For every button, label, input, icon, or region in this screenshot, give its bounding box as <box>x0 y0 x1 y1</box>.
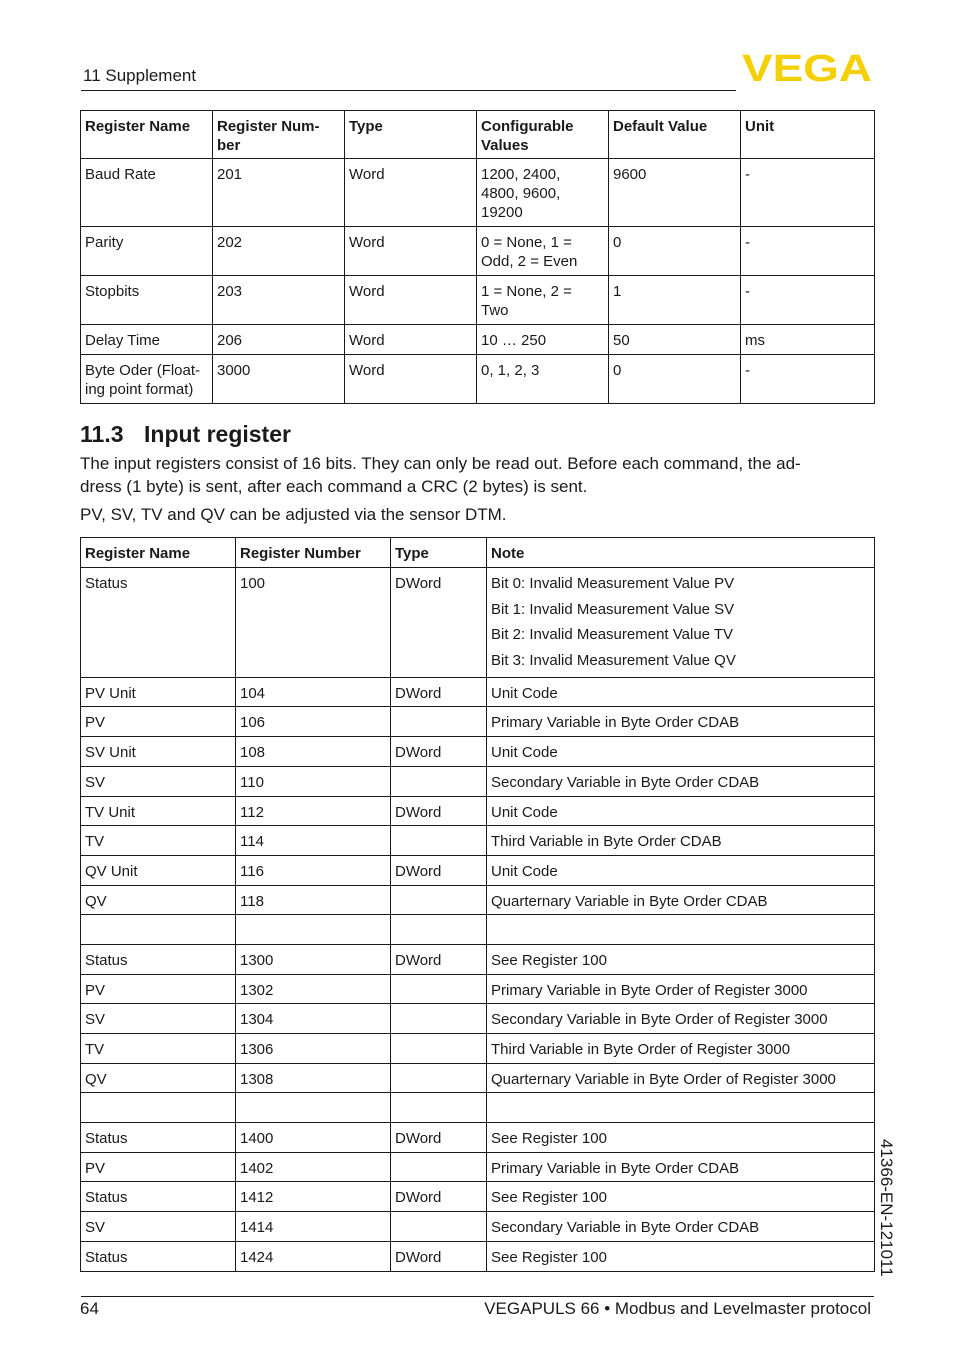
table-cell: Delay Time <box>81 325 213 355</box>
table-row <box>81 737 875 767</box>
page-number: 64 <box>80 1299 99 1318</box>
table-cell: 1 <box>609 276 741 325</box>
table-cell <box>236 1093 391 1123</box>
table-cell: 1302 <box>236 974 391 1004</box>
input-table-body <box>81 568 875 1272</box>
table-row <box>81 227 875 276</box>
table-cell <box>391 826 487 856</box>
table-cell: DWord <box>391 1123 487 1153</box>
table-cell: 1400 <box>236 1123 391 1153</box>
table-cell: DWord <box>391 737 487 767</box>
table-cell: PV Unit <box>81 677 236 707</box>
table-cell: DWord <box>391 796 487 826</box>
table-cell: 114 <box>236 826 391 856</box>
table-cell: 100 <box>236 568 391 678</box>
header-rule <box>81 90 736 91</box>
table-cell: Status <box>81 1123 236 1153</box>
table-cell: DWord <box>391 677 487 707</box>
table-row <box>81 1004 875 1034</box>
table-cell: Unit Code <box>487 855 875 885</box>
table-row <box>81 159 875 227</box>
section-number: 11.3 <box>80 421 124 447</box>
table-cell: DWord <box>391 1182 487 1212</box>
table-cell: 0 <box>609 227 741 276</box>
table-row <box>81 855 875 885</box>
table-cell: 0 = None, 1 = Odd, 2 = Even <box>477 227 609 276</box>
table-cell: Secondary Variable in Byte Order CDAB <box>487 1212 875 1242</box>
table-cell <box>391 1093 487 1123</box>
table-cell: 108 <box>236 737 391 767</box>
table-cell: 1304 <box>236 1004 391 1034</box>
section-heading <box>80 421 291 448</box>
section-label: 11 Supplement <box>83 66 197 85</box>
table-cell: ms <box>741 325 875 355</box>
table-cell: 1 = None, 2 = Two <box>477 276 609 325</box>
table-cell: See Register 100 <box>487 944 875 974</box>
table-cell <box>391 1004 487 1034</box>
vega-logo <box>741 50 873 84</box>
logo-text: VEGA <box>742 50 872 84</box>
table-cell: SV <box>81 766 236 796</box>
table-cell: 1306 <box>236 1034 391 1064</box>
table-row <box>81 1241 875 1271</box>
table-cell: See Register 100 <box>487 1241 875 1271</box>
table-cell: Unit Code <box>487 737 875 767</box>
note-line: Bit 1: Invalid Measurement Value SV <box>491 600 735 618</box>
table-cell: Third Variable in Byte Order CDAB <box>487 826 875 856</box>
table-cell <box>81 1093 236 1123</box>
table-cell: Secondary Variable in Byte Order CDAB <box>487 766 875 796</box>
config-table-body <box>81 159 875 404</box>
table-header-row <box>81 538 875 568</box>
header-cell: Type <box>345 111 477 159</box>
table-cell <box>391 974 487 1004</box>
table-cell: 1402 <box>236 1152 391 1182</box>
table-row <box>81 915 875 945</box>
table-cell <box>487 1093 875 1123</box>
table-cell: Unit Code <box>487 796 875 826</box>
table-cell: QV <box>81 885 236 915</box>
table-cell: 206 <box>213 325 345 355</box>
table-cell: Parity <box>81 227 213 276</box>
table-cell: Word <box>345 355 477 404</box>
note-line: Bit 3: Invalid Measurement Value QV <box>491 652 736 670</box>
table-row <box>81 944 875 974</box>
table-row <box>81 1123 875 1153</box>
table-cell: Primary Variable in Byte Order CDAB <box>487 1152 875 1182</box>
note-line: Bit 2: Invalid Measurement Value TV <box>491 626 734 644</box>
header-cell: Note <box>487 538 875 568</box>
table-cell: 3000 <box>213 355 345 404</box>
table-cell: 10 … 250 <box>477 325 609 355</box>
table-cell: Unit Code <box>487 677 875 707</box>
table-cell: 1424 <box>236 1241 391 1271</box>
table-row <box>81 885 875 915</box>
table-cell: 9600 <box>609 159 741 227</box>
table-row <box>81 677 875 707</box>
table-cell: - <box>741 355 875 404</box>
table-cell: 201 <box>213 159 345 227</box>
table-row <box>81 1212 875 1242</box>
table-cell: SV <box>81 1004 236 1034</box>
table-header-row <box>81 111 875 159</box>
table-cell: Status <box>81 1241 236 1271</box>
table-cell: TV <box>81 826 236 856</box>
dtm-paragraph: PV, SV, TV and QV can be adjusted via the sensor DTM. <box>80 505 507 524</box>
table-cell: DWord <box>391 855 487 885</box>
table-cell: - <box>741 276 875 325</box>
table-cell: 1414 <box>236 1212 391 1242</box>
table-cell: 112 <box>236 796 391 826</box>
table-cell: 0, 1, 2, 3 <box>477 355 609 404</box>
table-cell: 104 <box>236 677 391 707</box>
table-row <box>81 1034 875 1064</box>
table-cell: 106 <box>236 707 391 737</box>
table-cell: Secondary Variable in Byte Order of Register 3000 <box>487 1004 875 1034</box>
table-row <box>81 766 875 796</box>
table-cell: 118 <box>236 885 391 915</box>
header-cell: Default Value <box>609 111 741 159</box>
table-cell: Primary Variable in Byte Order of Register 3000 <box>487 974 875 1004</box>
table-cell: TV Unit <box>81 796 236 826</box>
table-cell: DWord <box>391 1241 487 1271</box>
header-cell: Register Number <box>236 538 391 568</box>
table-cell: SV Unit <box>81 737 236 767</box>
table-cell: Status <box>81 1182 236 1212</box>
table-cell: See Register 100 <box>487 1182 875 1212</box>
document-title: VEGAPULS 66 • Modbus and Levelmaster protocol <box>484 1299 871 1318</box>
table-cell <box>391 1212 487 1242</box>
table-cell: SV <box>81 1212 236 1242</box>
table-cell <box>391 1152 487 1182</box>
table-cell <box>391 915 487 945</box>
table-cell: Stopbits <box>81 276 213 325</box>
table-cell <box>391 885 487 915</box>
table-cell: Word <box>345 325 477 355</box>
table-cell: 1300 <box>236 944 391 974</box>
table-cell: 1412 <box>236 1182 391 1212</box>
header-cell: Register Name <box>81 111 213 159</box>
table-cell: PV <box>81 1152 236 1182</box>
table-cell: 203 <box>213 276 345 325</box>
table-cell: 1200, 2400, 4800, 9600, 19200 <box>477 159 609 227</box>
table-cell: Quarternary Variable in Byte Order of Register 3000 <box>487 1063 875 1093</box>
table-cell: TV <box>81 1034 236 1064</box>
table-cell: - <box>741 227 875 276</box>
table-cell <box>487 568 875 678</box>
config-register-table <box>80 110 875 404</box>
table-cell: 0 <box>609 355 741 404</box>
table-cell: Primary Variable in Byte Order CDAB <box>487 707 875 737</box>
table-cell: Baud Rate <box>81 159 213 227</box>
table-cell: - <box>741 159 875 227</box>
table-cell: DWord <box>391 944 487 974</box>
table-cell: Word <box>345 276 477 325</box>
table-cell: PV <box>81 974 236 1004</box>
table-cell: 50 <box>609 325 741 355</box>
table-cell <box>487 915 875 945</box>
table-cell <box>391 766 487 796</box>
table-cell: Third Variable in Byte Order of Register 3000 <box>487 1034 875 1064</box>
table-row <box>81 1063 875 1093</box>
section-title: Input register <box>144 421 291 447</box>
table-row <box>81 568 875 678</box>
table-cell <box>236 915 391 945</box>
table-cell: 202 <box>213 227 345 276</box>
table-cell: QV <box>81 1063 236 1093</box>
table-row <box>81 1093 875 1123</box>
table-cell: Word <box>345 227 477 276</box>
header-cell: Type <box>391 538 487 568</box>
table-row <box>81 1152 875 1182</box>
table-cell: 110 <box>236 766 391 796</box>
table-cell: Status <box>81 944 236 974</box>
table-row <box>81 974 875 1004</box>
table-cell: QV Unit <box>81 855 236 885</box>
input-register-table <box>80 537 875 1272</box>
table-cell <box>391 707 487 737</box>
table-row <box>81 355 875 404</box>
table-cell: 116 <box>236 855 391 885</box>
intro-paragraph: The input registers consist of 16 bits. They can only be read out. Before each command, the ad- dress (1 byte) is sent, after each command a CRC (2 bytes) is sent. <box>80 454 801 496</box>
table-cell <box>391 1063 487 1093</box>
header-cell: Register Num- ber <box>213 111 345 159</box>
table-cell <box>391 1034 487 1064</box>
table-cell: Status <box>81 568 236 678</box>
table-row <box>81 1182 875 1212</box>
note-line: Bit 0: Invalid Measurement Value PV <box>491 575 735 592</box>
table-row <box>81 826 875 856</box>
document-code: 41366-EN-121011 <box>877 1139 896 1277</box>
table-row <box>81 796 875 826</box>
table-cell: PV <box>81 707 236 737</box>
table-cell: 1308 <box>236 1063 391 1093</box>
table-row <box>81 325 875 355</box>
header-cell: Unit <box>741 111 875 159</box>
header-cell: Configurable Values <box>477 111 609 159</box>
table-cell: DWord <box>391 568 487 678</box>
header-cell: Register Name <box>81 538 236 568</box>
table-cell <box>81 915 236 945</box>
footer-rule <box>81 1296 874 1297</box>
table-cell: Quarternary Variable in Byte Order CDAB <box>487 885 875 915</box>
table-cell: Word <box>345 159 477 227</box>
table-cell: See Register 100 <box>487 1123 875 1153</box>
table-row <box>81 276 875 325</box>
table-row <box>81 707 875 737</box>
table-cell: Byte Oder (Float- ing point format) <box>81 355 213 404</box>
